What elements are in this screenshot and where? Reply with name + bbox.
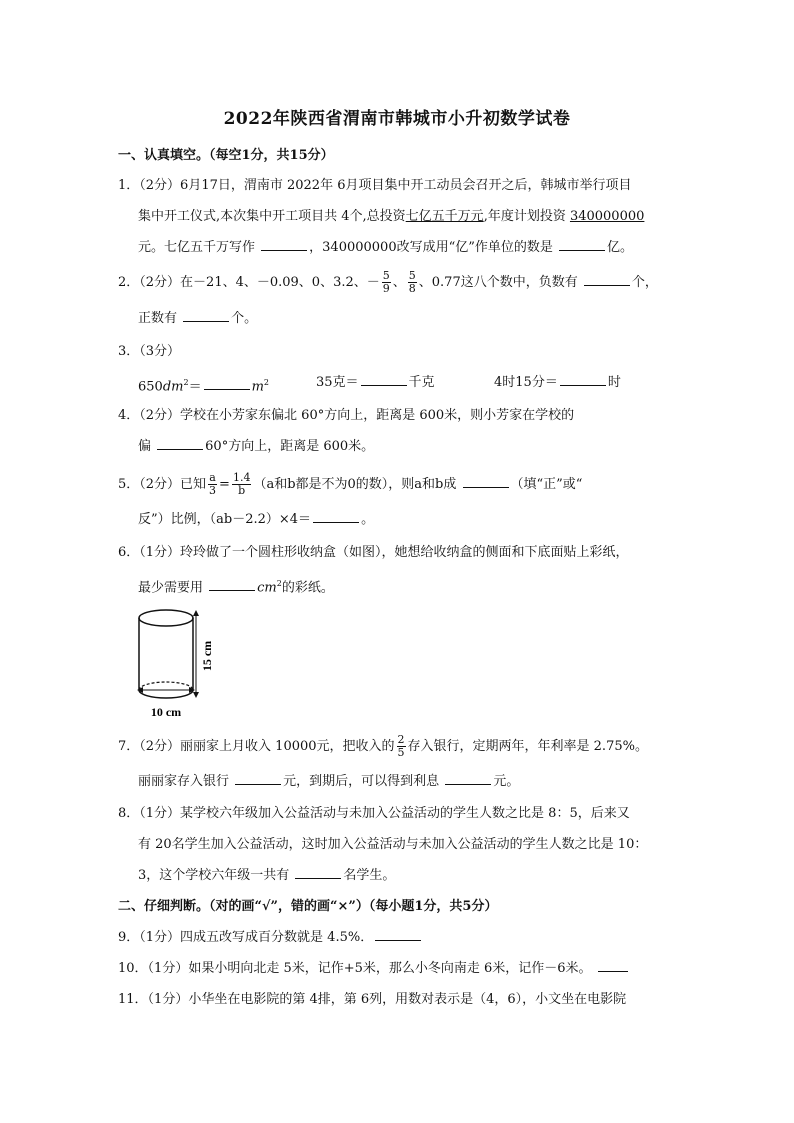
q9-line1: 9．（1分）四成五改写成百分数就是 4.5%． (118, 928, 423, 948)
q1-text: 亿。 (607, 240, 634, 255)
q3-part-c: 4时15分＝ 时 (494, 375, 621, 390)
q1-line3 (138, 238, 633, 258)
q2-line1: 2．（2分）在－21、4、－0.09、0、3.2、－ $\frac{5}{9}$ 、 $\frac{5}{8}$ 、0.77这八个数中，负数有 个， (118, 269, 658, 295)
q11-line1: 11．（1分）小华坐在电影院的第 4排，第 6列，用数对表示是（4，6），小文坐在电影院 (118, 992, 627, 1007)
answer-blank[interactable] (445, 772, 491, 785)
q10-line1: 10．（1分）如果小明向北走 5米，记作+5米，那么小冬向南走 6米，记作－6米。 (118, 959, 630, 979)
q1-text: ,年度计划投资 (483, 209, 570, 224)
q1-line2 (138, 207, 644, 227)
q5-line1: 5．（2分）已知 $\frac{a}{3}$ = $\frac{1.4}{b}$ （a和b都是不为0的数），则a和b成 （填“正”或“ (118, 471, 583, 497)
q1-underlined-investment: 七亿五千万元 (405, 209, 484, 224)
q7-line1: 7．（2分）丽丽家上月收入 10000元，把收入的 $\frac{2}{5}$ 存入银行，定期两年，年利率是 2.75%。 (118, 733, 648, 759)
q1-text: ，340000000改写成用“亿”作单位的数是 (309, 240, 553, 255)
fraction: $\frac{2}{5}$ (397, 733, 405, 759)
q3-part-a: $650dm^2= m^2$ (138, 378, 270, 395)
cylinder-figure (136, 606, 218, 722)
q4-line2: 偏 60°方向上，距离是 600米。 (138, 439, 375, 454)
q1-underlined-plan: 340000000 (569, 209, 645, 224)
figure-width-label: 10 cm (150, 705, 182, 719)
q6-line1: 6．（1分）玲玲做了一个圆柱形收纳盒（如图），她想给收纳盒的侧面和下底面贴上彩纸， (118, 545, 629, 560)
q7-line2: 丽丽家存入银行 元，到期后，可以得到利息 元。 (138, 774, 520, 789)
q2-text: 、0.77这八个数中，负数有 (418, 275, 578, 290)
answer-blank[interactable] (295, 866, 341, 879)
answer-blank[interactable] (463, 475, 509, 488)
q3-line1: 3．（3分） (118, 344, 181, 359)
q5-line2: 反”）比例，（ab－2.2）×4＝ 。 (138, 512, 375, 527)
figure-height-label: 15 cm (200, 640, 214, 672)
answer-blank[interactable] (157, 437, 203, 450)
exam-title: 2022年陕西省渭南市韩城市小升初数学试卷 (223, 109, 571, 129)
q1-text: 集中开工仪式,本次集中开工项目共 4个,总投资 (138, 209, 406, 224)
q8-line1: 8．（1分）某学校六年级加入公益活动与未加入公益活动的学生人数之比是 8：5，后来又 (118, 806, 630, 821)
fraction: $\frac{5}{9}$ (382, 269, 390, 295)
answer-blank[interactable] (375, 928, 421, 941)
fraction: $\frac{5}{8}$ (408, 269, 416, 295)
answer-blank[interactable] (235, 772, 281, 785)
answer-blank[interactable] (598, 959, 628, 972)
q2-line2: 正数有 个。 (138, 311, 258, 326)
q8-line3: 3，这个学校六年级一共有 名学生。 (138, 868, 396, 883)
fraction: $\frac{a}{3}$ (209, 471, 217, 497)
answer-blank[interactable] (261, 238, 307, 251)
q2-text: 2．（2分）在－21、4、－0.09、0、3.2、－ (118, 275, 380, 290)
section-1-heading: 一、认真填空。（每空1分，共15分） (118, 148, 334, 163)
q1-text: 元。七亿五千万写作 (138, 240, 256, 255)
answer-blank[interactable] (361, 373, 407, 386)
q8-line2: 有 20名学生加入公益活动，这时加入公益活动与未加入公益活动的学生人数之比是 10： (138, 837, 648, 852)
q2-text: 个， (631, 275, 658, 290)
q4-line1: 4．（2分）学校在小芳家东偏北 60°方向上，距离是 600米，则小芳家在学校的 (118, 408, 575, 423)
answer-blank[interactable] (204, 377, 250, 390)
q3-part-b: 35克＝ 千克 (316, 375, 435, 390)
answer-blank[interactable] (584, 273, 630, 286)
answer-blank[interactable] (559, 238, 605, 251)
section-2-heading: 二、仔细判断。（对的画“√”，错的画“×”）（每小题1分，共5分） (118, 899, 498, 914)
answer-blank[interactable] (209, 578, 255, 591)
answer-blank[interactable] (183, 309, 229, 322)
answer-blank[interactable] (560, 373, 606, 386)
fraction: $\frac{1.4}{b}$ (232, 471, 251, 497)
q6-line2: 最少需要用 $cm^2$的彩纸。 (138, 579, 334, 596)
q1-line1: 1．（2分）6月17日，渭南市 2022年 6月项目集中开工动员会召开之后，韩城市举行项目 (118, 178, 632, 193)
answer-blank[interactable] (313, 510, 359, 523)
